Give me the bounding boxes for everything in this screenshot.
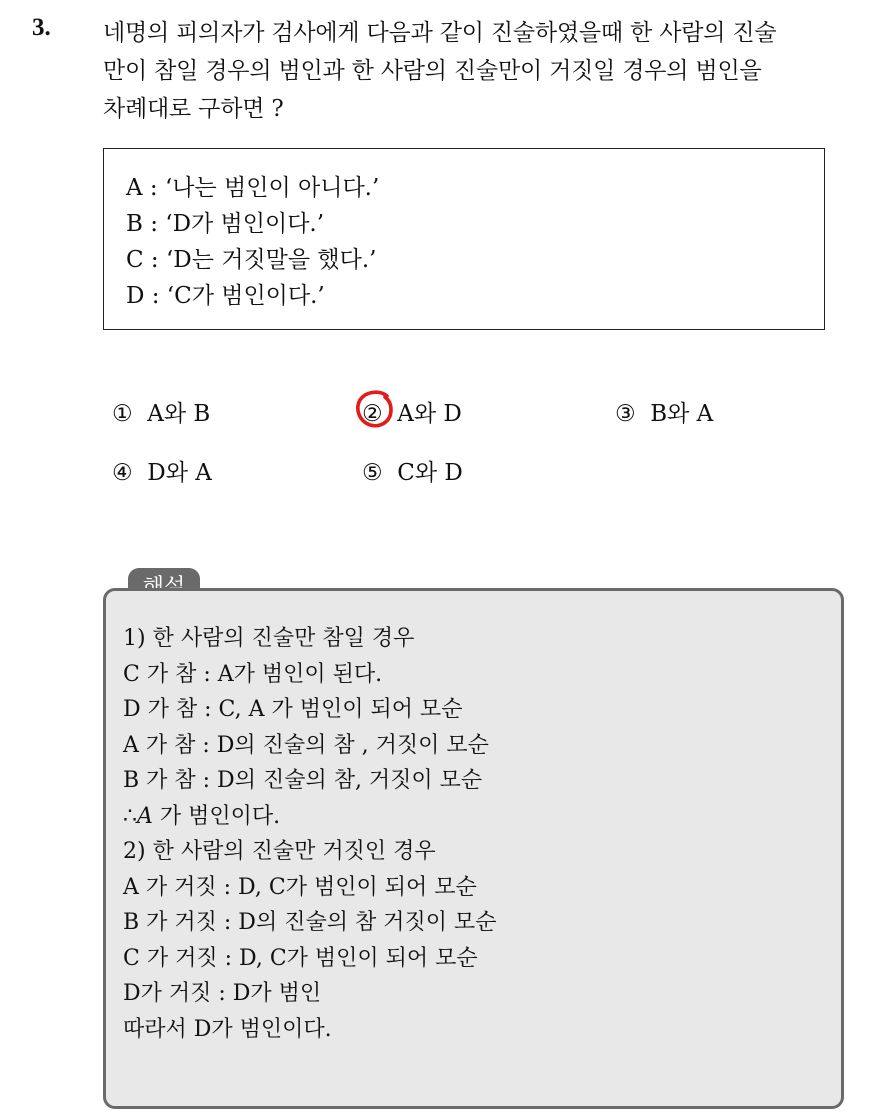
solution-line: B 가 참 : D의 진술의 참, 거짓이 모순 [123,768,483,793]
choice-label: C와 D [397,460,463,486]
statement-a: A : ‘나는 범인이 아니다.’ [126,175,380,201]
conclusion-variable: A [137,803,153,829]
conclusion-text: 가 범인이다. [152,803,281,829]
statement-d: D : ‘C가 범인이다.’ [126,283,325,309]
choice-3[interactable] [615,395,713,428]
choice-4[interactable] [112,454,212,487]
choice-2[interactable] [362,395,462,428]
solution-text [123,621,496,1047]
solution-line: D 가 참 : C, A 가 범인이 되어 모순 [123,697,463,722]
choice-label: B와 A [650,401,714,427]
statement-b: B : ‘D가 범인이다.’ [126,211,325,237]
solution-line: D가 거짓 : D가 범인 [123,981,322,1006]
solution-line: C 가 참 : A가 범인이 된다. [123,661,383,687]
statements-box [103,148,825,330]
solution-line: B 가 거짓 : D의 진술의 참 거짓이 모순 [123,910,497,935]
question-line: 네명의 피의자가 검사에게 다음과 같이 진술하였을때 한 사람의 진술 [103,20,777,46]
solution-conclusion [123,799,496,835]
choice-label: A와 B [147,401,211,427]
choice-number: ② [362,401,383,427]
choice-5[interactable] [362,454,463,487]
choice-number: ① [112,401,133,427]
choice-number: ⑤ [362,460,383,486]
question-line: 차례대로 구하면 ? [103,96,284,122]
therefore-symbol: ∴ [123,803,137,829]
solution-line: A 가 참 : D의 진술의 참 , 거짓이 모순 [123,732,489,758]
choice-1[interactable] [112,395,210,428]
solution-line: A 가 거짓 : D, C가 범인이 되어 모순 [123,874,477,900]
statement-c: C : ‘D는 거짓말을 했다.’ [126,247,377,273]
choice-number: ④ [112,460,133,486]
question-line: 만이 참일 경우의 범인과 한 사람의 진술만이 거짓일 경우의 범인을 [103,58,762,84]
solution-line: 따라서 D가 범인이다. [123,1016,332,1042]
choice-label: D와 A [147,460,212,486]
choice-label: A와 D [397,401,462,427]
solution-line: 2) 한 사람의 진술만 거짓인 경우 [123,839,436,864]
solution-line: 1) 한 사람의 진술만 참일 경우 [123,626,415,651]
solution-line: C 가 거짓 : D, C가 범인이 되어 모순 [123,945,478,971]
choice-number: ③ [615,401,636,427]
question-text [103,14,873,128]
question-number: 3. [32,14,51,41]
